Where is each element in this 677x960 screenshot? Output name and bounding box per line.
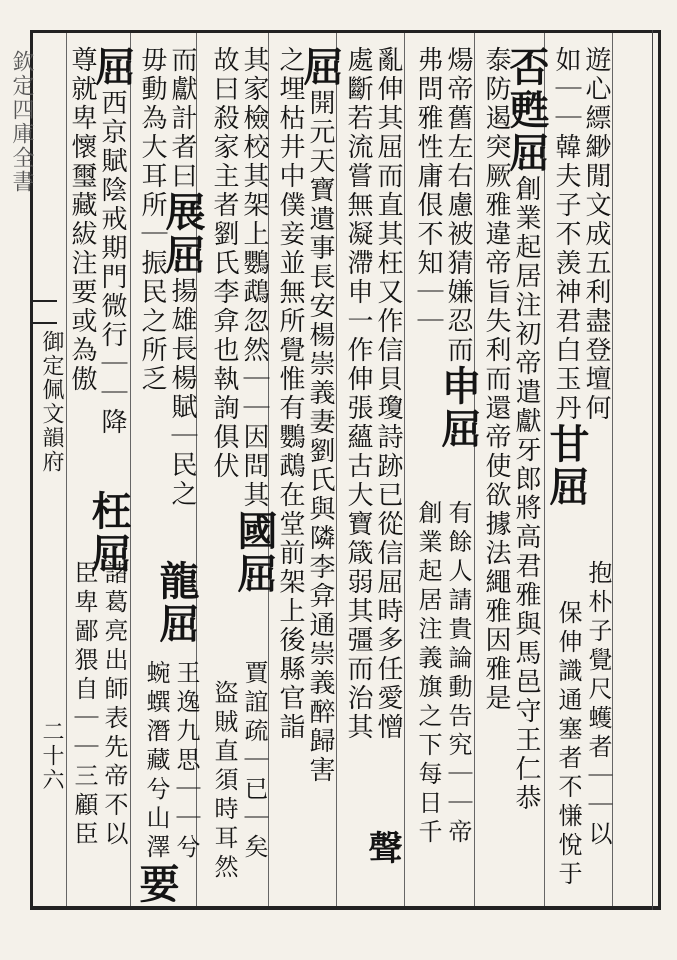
frame-bottom-border [30,906,661,910]
text-column-6b: 創業起居注義旗之下每日千 [414,500,442,848]
column-rule [336,33,337,906]
text-column-11b: 賈誼疏｜已｜矣 [240,660,268,863]
text-column-5: 煬帝舊左右慮被猜嫌忍而申屈 [435,46,482,451]
outer-title: 欽定四庫全書 [9,50,34,194]
text-column-16: 尊就卑懷璽藏紱注要或為傲 [67,46,97,394]
text-column-12b: 盜賊直須時耳然 [210,680,238,883]
text-column-4: 泰防遏突厥雅違帝旨失利而還帝使欲據法繩雅因雅是 [481,46,511,713]
column-rule [404,33,405,906]
column-rule [474,33,475,906]
text-column-6: 弗問雅性庸佷不知｜｜ [413,46,443,336]
text-column-13: 而獻計者曰展屈揚雄長楊賦｜民之 [159,46,206,509]
frame-top-border [30,30,661,33]
text-column-1: 遊心縹緲閒文成五利盡登壇何 [581,46,611,423]
book-title: 御定佩文韻府 [39,330,64,474]
text-column-11: 其家檢校其架上鸚鵡忽然｜｜因問其國屈 [231,46,278,596]
text-column-14: 毋動為大耳所｜振民之所乏 [137,46,167,394]
text-column-14b: 蜿蟤潛藏兮山澤要 [133,660,180,908]
text-column-3: 否甦屈創業起居注初帝遣獻牙郎將高君雅與馬邑守王仁恭 [503,46,550,813]
frame-right-border [658,30,661,910]
text-column-15-big: 枉屈 [85,490,132,576]
text-column-2b: 保伸識通塞者不慊悅于 [554,600,582,890]
text-column-9: 屈開元天寶遺事長安楊崇義妻劉氏與隣李弇通崇義醉歸害 [297,46,344,785]
column-rule [130,33,131,906]
text-column-7-tail: 聲 [362,830,402,867]
text-column-13c: 王逸九思｜｜兮 [172,660,200,863]
text-column-17: 諸葛亮出師表先帝不以 [100,560,128,850]
text-column-18: 臣卑鄙猥自｜｜三顧臣 [70,560,98,850]
text-column-1b: 抱朴子覺尺蠖者｜｜以 [584,560,612,850]
text-column-8: 處斷若流嘗無凝滯申一作伸張蘊古大寶箴弱其彊而治其 [343,46,373,742]
text-column-15: 屈西京賦陰戒期門微行｜｜降 [89,46,136,437]
page-number: 二十六 [39,720,64,792]
text-column-10: 之埋枯井中僕妾並無所覺惟有鸚鵡在堂前架上後縣官詣 [275,46,305,742]
text-column-2: 如｜｜韓夫子不羡神君白玉丹甘屈 [543,46,590,509]
fish-tail-mark [33,300,57,324]
text-column-5b: 有餘人請貴論動告究｜｜帝 [444,500,472,848]
text-column-12: 故曰殺家主者劉氏李弇也執詢俱伏 [209,46,239,481]
frame-right-inner-border [652,30,653,910]
column-rule [612,33,613,906]
text-column-13-big: 龍屈 [153,560,200,646]
text-column-7: 亂伸其屈而直其枉又作信貝瓊詩跡已從信屈時多任愛憎 [373,46,403,742]
